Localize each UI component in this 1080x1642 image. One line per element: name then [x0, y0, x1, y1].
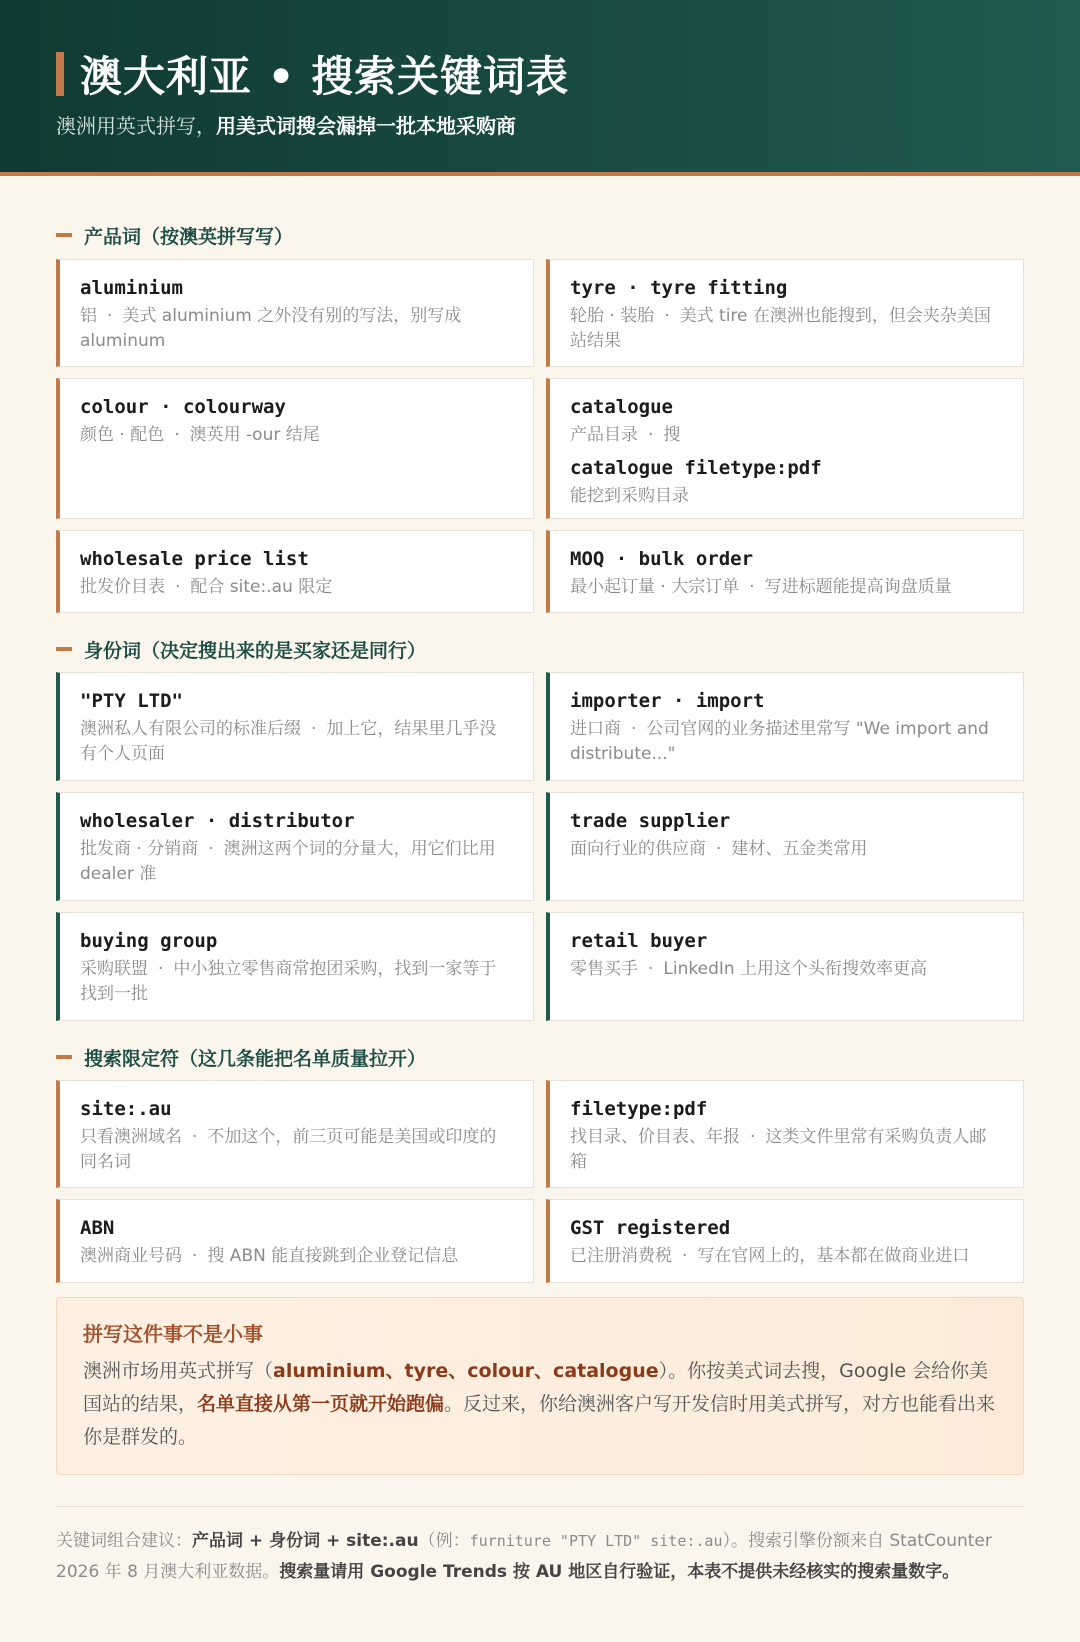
keyword: importer · import	[570, 690, 765, 712]
card-aluminium	[56, 259, 534, 367]
card-filetype-pdf	[546, 1080, 1024, 1188]
keyword: filetype:pdf	[570, 1098, 708, 1120]
card-colour	[56, 378, 534, 519]
footer-divider	[56, 1506, 1024, 1507]
footer-note: 关键词组合建议：产品词 + 身份词 + site:.au（例：furniture "PTY LTD" site:.au）。搜索引擎份额来自 StatCounter 2026 年 8 月澳大利亚数据。搜索量请用 Google Trends 按 AU 地区自行验证，本表不提供未经核实的搜索量数字。	[56, 1531, 992, 1582]
keyword: tyre · tyre fitting	[570, 277, 788, 299]
section-title-text: 身份词（决定搜出来的是买家还是同行）	[84, 639, 427, 662]
keyword: MOQ · bulk order	[570, 548, 754, 570]
keyword-desc: 零售买手 · LinkedIn 上用这个头衔搜效率更高	[570, 959, 928, 979]
keyword-desc: 已注册消费税 · 写在官网上的，基本都在做商业进口	[570, 1246, 970, 1266]
keyword-desc: 澳洲私人有限公司的标准后缀 · 加上它，结果里几乎没有个人页面	[80, 719, 497, 764]
keyword: wholesale price list	[80, 548, 309, 570]
section-dash	[56, 1055, 72, 1059]
card-gst-registered	[546, 1199, 1024, 1283]
spelling-note	[56, 1297, 1024, 1475]
card-retail-buyer	[546, 912, 1024, 1021]
subtitle-plain: 澳洲用英式拼写，	[56, 114, 216, 138]
keyword: trade supplier	[570, 810, 731, 832]
keyword-desc: 找目录、价目表、年报 · 这类文件里常有采购负责人邮箱	[570, 1127, 987, 1172]
keyword-desc: 批发价目表 · 配合 site:.au 限定	[80, 577, 333, 597]
card-trade-supplier	[546, 792, 1024, 901]
section-title-identity	[56, 634, 426, 664]
keyword-desc: 铝 · 美式 aluminium 之外没有别的写法，别写成 aluminum	[80, 306, 462, 351]
card-importer	[546, 672, 1024, 781]
page-title: 澳大利亚 • 搜索关键词表	[80, 52, 570, 101]
section-dash	[56, 647, 72, 651]
note-body: 澳洲市场用英式拼写（aluminium、tyre、colour、catalogue）。你按美式词去搜，Google 会给你美国站的结果，名单直接从第一页就开始跑偏。反过来，你给澳洲客户写开发信时用美式拼写，对方也能看出来你是群发的。	[83, 1360, 996, 1448]
section-title-product	[56, 220, 293, 250]
title-wrap	[56, 44, 569, 104]
title-accent-bar	[56, 52, 64, 96]
keyword-desc: 颜色 · 配色 · 澳英用 -our 结尾	[80, 425, 320, 445]
note-title: 拼写这件事不是小事	[83, 1322, 263, 1346]
keyword: colour · colourway	[80, 396, 286, 418]
card-catalogue	[546, 378, 1024, 519]
card-moq	[546, 530, 1024, 613]
keyword: GST registered	[570, 1217, 731, 1239]
keyword: wholesaler · distributor	[80, 810, 355, 832]
keyword: aluminium	[80, 277, 183, 299]
footer-example: furniture "PTY LTD" site:.au	[469, 1532, 723, 1550]
card-wholesale-price-list	[56, 530, 534, 613]
keyword-desc: 批发商 · 分销商 · 澳洲这两个词的分量大，用它们比用 dealer 准	[80, 839, 496, 884]
card-wholesaler	[56, 792, 534, 901]
keyword-secondary: catalogue filetype:pdf	[570, 457, 822, 479]
keyword-desc: 采购联盟 · 中小独立零售商常抱团采购，找到一家等于找到一批	[80, 959, 497, 1004]
keyword: retail buyer	[570, 930, 708, 952]
keyword-desc: 只看澳洲域名 · 不加这个，前三页可能是美国或印度的同名词	[80, 1127, 497, 1172]
keyword: "PTY LTD"	[80, 690, 183, 712]
keyword-desc: 澳洲商业号码 · 搜 ABN 能直接跳到企业登记信息	[80, 1246, 459, 1266]
page-subtitle	[56, 110, 516, 139]
card-pty-ltd	[56, 672, 534, 781]
card-abn	[56, 1199, 534, 1283]
page-header	[0, 0, 1080, 176]
keyword-desc: 轮胎 · 装胎 · 美式 tire 在澳洲也能搜到，但会夹杂美国站结果	[570, 306, 991, 351]
section-title-qualifier	[56, 1042, 426, 1072]
keyword: ABN	[80, 1217, 115, 1239]
keyword-desc-secondary: 能挖到采购目录	[570, 486, 689, 506]
keyword: buying group	[80, 930, 218, 952]
card-buying-group	[56, 912, 534, 1021]
section-dash	[56, 233, 72, 237]
keyword-desc: 产品目录 · 搜	[570, 425, 681, 445]
card-tyre	[546, 259, 1024, 367]
subtitle-bold: 用美式词搜会漏掉一批本地采购商	[216, 114, 516, 138]
card-site-au	[56, 1080, 534, 1188]
keyword: site:.au	[80, 1098, 172, 1120]
keyword: catalogue	[570, 396, 673, 418]
keyword-desc: 最小起订量 · 大宗订单 · 写进标题能提高询盘质量	[570, 577, 952, 597]
keyword-desc: 进口商 · 公司官网的业务描述里常写 "We import and distribute..."	[570, 719, 989, 764]
section-title-text: 产品词（按澳英拼写写）	[84, 225, 294, 248]
section-title-text: 搜索限定符（这几条能把名单质量拉开）	[84, 1047, 427, 1070]
keyword-desc: 面向行业的供应商 · 建材、五金类常用	[570, 839, 868, 859]
